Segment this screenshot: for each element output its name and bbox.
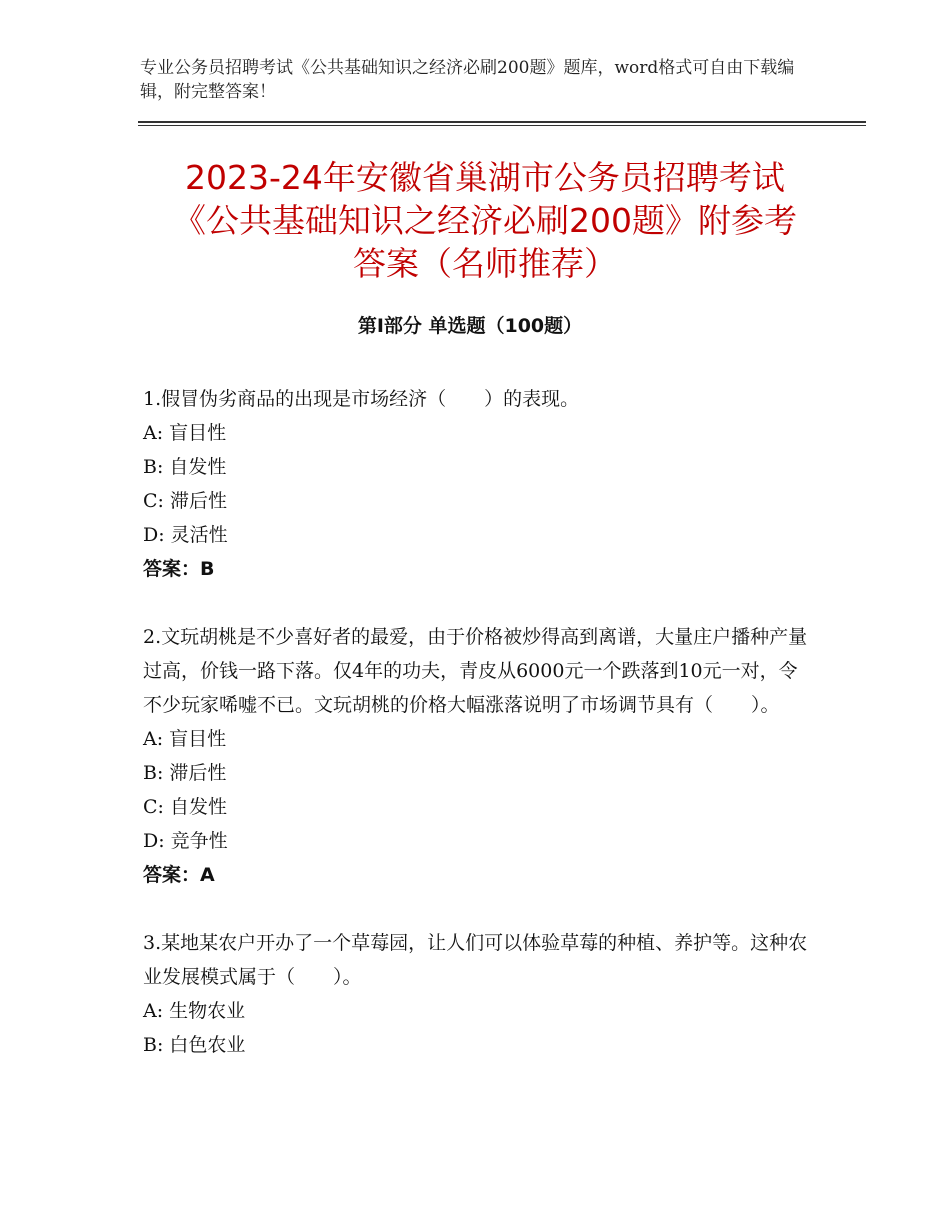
question-stem: 1.假冒伪劣商品的出现是市场经济（ ）的表现。 [143, 388, 580, 410]
question-option-c: C: 自发性 [143, 796, 227, 818]
question-option-d: D: 灵活性 [143, 524, 228, 546]
question-option-d: D: 竞争性 [143, 830, 228, 852]
question-stem: 2.文玩胡桃是不少喜好者的最爱，由于价格被炒得高到离谱，大量庄户播种产量过高，价钱一路下落。仅4年的功夫，青皮从6000元一个跌落到10元一对，令不少玩家唏嘘不已。文玩胡桃的价格大幅涨落说明了市场调节具有（ ）。 [143, 626, 808, 716]
question-option-a: A: 生物农业 [143, 1000, 246, 1022]
question-option-a: A: 盲目性 [143, 422, 227, 444]
question-list [143, 382, 808, 1096]
header-rule-thick [138, 121, 866, 123]
section-title: 第Ⅰ部分 单选题（100题） [357, 315, 583, 337]
header-rule-thin [138, 125, 866, 126]
question-option-c: C: 滞后性 [143, 490, 227, 512]
question-2 [143, 620, 808, 892]
question-answer: 答案：A [143, 864, 215, 886]
header-note: 专业公务员招聘考试《公共基础知识之经济必刷200题》题库，word格式可自由下载编辑，附完整答案！ [140, 58, 795, 102]
question-option-a: A: 盲目性 [143, 728, 227, 750]
question-option-b: B: 自发性 [143, 456, 227, 478]
question-3 [143, 926, 808, 1062]
document-title [110, 156, 860, 285]
question-answer: 答案：B [143, 558, 215, 580]
question-stem: 3.某地某农户开办了一个草莓园，让人们可以体验草莓的种植、养护等。这种农业发展模式属于（ ）。 [143, 932, 808, 988]
question-option-b: B: 滞后性 [143, 762, 227, 784]
document-title-line-2: 《公共基础知识之经济必刷200题》附参考 [173, 201, 797, 240]
question-1 [143, 382, 808, 586]
question-option-b: B: 白色农业 [143, 1034, 246, 1056]
document-title-line-1: 2023-24年安徽省巢湖市公务员招聘考试 [185, 158, 785, 197]
document-title-line-3: 答案（名师推荐） [353, 244, 617, 283]
